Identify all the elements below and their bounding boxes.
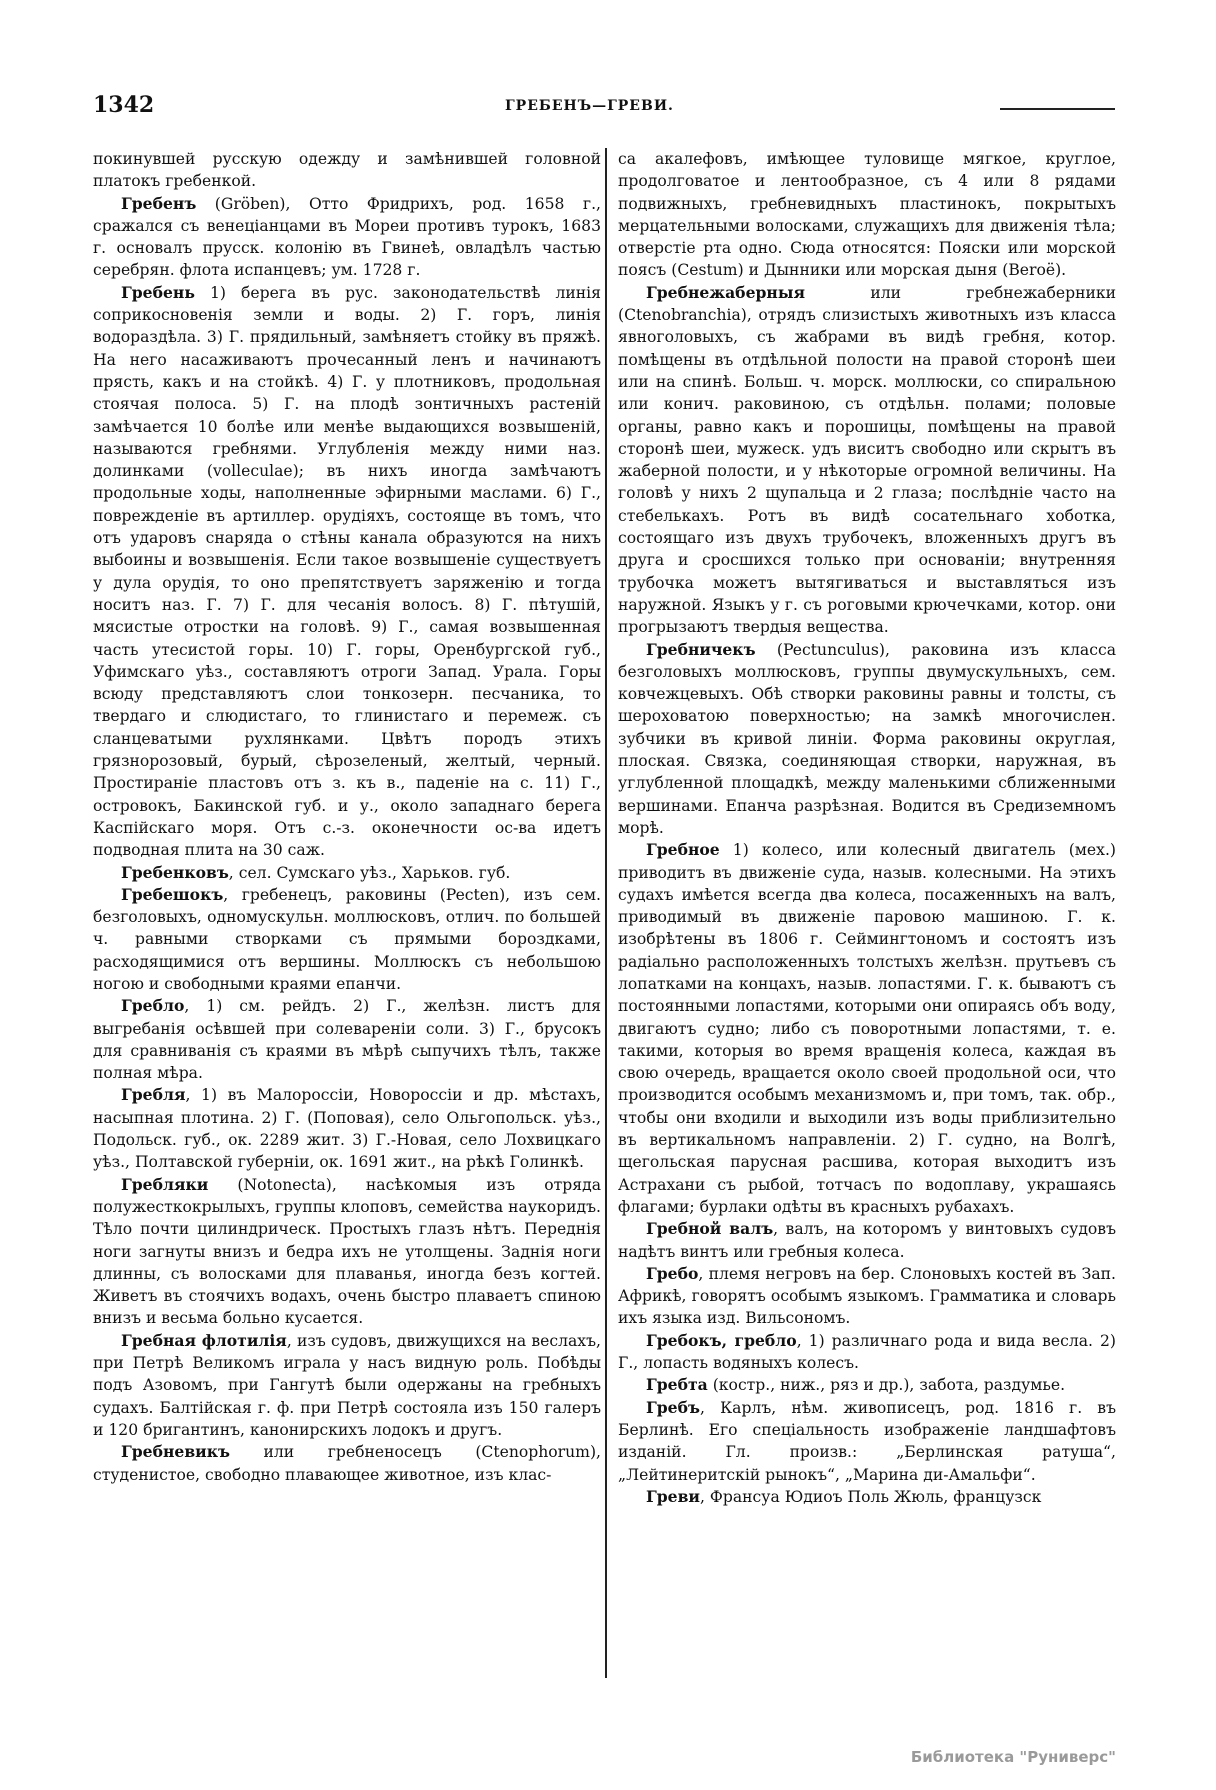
entry-text: , гребенецъ, раковины (Pecten), изъ сем. безголовыхъ, одномускульн. моллюсковъ, отлич. по большей ч. равными створками съ прямыми бороздками, расходящимися отъ вершины. Моллюскъ съ небольшою ногою и свободными краями епанчи. <box>93 885 601 993</box>
right-column <box>618 148 1116 1508</box>
entry-headword: Гребъ <box>646 1397 700 1417</box>
entry-headword: Гребной валъ <box>646 1219 774 1239</box>
dictionary-entry <box>618 1486 1116 1508</box>
entry-text: , Карлъ, нѣм. живописецъ, род. 1816 г. въ Берлинѣ. Его спеціальность изображеніе ландшафтовъ изданій. Гл. произв.: „Берлинская ратуша“, „Лейтинеритскій рынокъ“, „Марина ди-Амальфи“. <box>618 1398 1116 1484</box>
library-watermark: Библиотека "Руниверс" <box>910 1748 1116 1766</box>
entry-headword: Гребничекъ <box>646 639 756 659</box>
dictionary-entry <box>618 839 1116 1218</box>
dictionary-entry <box>618 148 1116 282</box>
column-divider <box>605 148 607 1678</box>
entry-text: , 1) въ Малороссіи, Новороссіи и др. мѣстахъ, насыпная плотина. 2) Г. (Поповая), село Ольгопольск. уѣз., Подольск. губ., ок. 2289 жит. 3) Г.-Новая, село Лохвицкаго уѣз., Полтавской губерніи, ок. 1691 жит., на рѣкѣ Голинкѣ. <box>93 1086 601 1172</box>
entry-text: , 1) различнаго рода и вида весла. 2) Г., лопасть водяныхъ колесъ. <box>618 1331 1116 1373</box>
entry-headword: Гребокъ, гребло <box>646 1330 797 1350</box>
entry-headword: Гребло <box>121 996 185 1016</box>
dictionary-entry <box>93 862 601 884</box>
dictionary-entry <box>93 282 601 862</box>
entry-text: (костр., ниж., ряз и др.), забота, раздумье. <box>707 1376 1066 1395</box>
entry-text: , племя негровъ на бер. Слоновыхъ костей въ Зап. Африкѣ, говорятъ особымъ языкомъ. Грамматика и словарь ихъ языка изд. Вильсономъ. <box>618 1264 1116 1328</box>
entry-text: , 1) см. рейдъ. 2) Г., желѣзн. листъ для выгребанія осѣвшей при солевареніи соли. 3) Г., брусокъ для сравниванія съ краями въ мѣрѣ сыпучихъ тѣлъ, также полная мѣра. <box>93 997 601 1083</box>
entry-headword: Гребное <box>646 840 720 860</box>
entry-text: покинувшей русскую одежду и замѣнившей головной платокъ гребенкой. <box>93 150 601 191</box>
entry-text: или гребненосецъ (Ctenophorum), студенистое, свободно плавающее животное, изъ клас- <box>93 1443 601 1484</box>
dictionary-entry <box>618 1218 1116 1263</box>
entry-headword: Гребо <box>646 1263 699 1283</box>
dictionary-entry <box>93 1174 601 1330</box>
entry-headword: Гребнежаберныя <box>646 282 805 302</box>
entry-headword: Греви <box>646 1486 700 1506</box>
entry-text: (Gröben), Отто Фридрихъ, род. 1658 г., сражался съ венеціанцами въ Мореи противъ турокъ, 1683 г. основалъ прусск. колонію въ Гвинеѣ, овладѣлъ частью серебрян. флота испанцевъ; ум. 1728 г. <box>93 194 601 280</box>
dictionary-entry <box>93 148 601 193</box>
dictionary-entry <box>93 1441 601 1486</box>
entry-text: (Pectunculus), раковина изъ класса безголовыхъ моллюсковъ, группы двумускульныхъ, сем. ковчежцевыхъ. Обѣ створки раковины равны и толсты, съ шероховатою поверхностью; на замкѣ многочислен. зубчики въ кривой линіи. Форма раковины округлая, плоская. Связка, соединяющая створки, наружная, въ углубленной площадкѣ, между маленькими сближенными вершинами. Епанча разрѣзная. Водится въ Средиземномъ морѣ. <box>618 640 1116 837</box>
dictionary-entry <box>618 1397 1116 1486</box>
entry-text: 1) берега въ рус. законодательствѣ линія соприкосновенія земли и воды. 2) Г. горъ, линія водораздѣла. 3) Г. прядильный, замѣняетъ стойку въ пряжѣ. На него насаживаютъ прочесанный ленъ и начинаютъ прясть, какъ и на стойкѣ. 4) Г. у плотниковъ, продольная стоячая полоса. 5) Г. на плодѣ зонтичныхъ растеній замѣчается 10 болѣе или менѣе выдающихся возвышеній, называются гребнями. Углубленія между ними наз. долинками (volleculae); въ нихъ иногда замѣчаютъ продольные ходы, наполненные эфирными маслами. 6) Г., поврежденіе въ артиллер. орудіяхъ, состояще въ томъ, что отъ ударовъ снаряда о стѣны канала образуются на нихъ выбоины и возвышенія. Если такое возвышеніе существуетъ у дула орудія, то оно препятствуетъ заряженію и тогда носитъ наз. Г. 7) Г. для чесанія волосъ. 8) Г. пѣтушій, мясистые отростки на головѣ. 9) Г., самая возвышенная часть утесистой горы. 10) Г. горы, Оренбургской губ., Уфимскаго уѣз., составляютъ отроги Запад. Урала. Горы всюду представляютъ слои тонкозерн. песчаника, то твердаго и слюдистаго, то глинистаго и перемеж. съ сланцеватыми рухлянками. Цвѣтъ породъ этихъ грязнорозовый, бурый, сѣрозеленый, желтый, черный. Простираніе пластовъ отъ з. къ в., паденіе на с. 11) Г., островокъ, Бакинской губ. и у., около западнаго берега Каспійскаго моря. Отъ с.-з. оконечности ос-ва идетъ подводная плита на 30 саж. <box>93 283 601 860</box>
dictionary-entry <box>618 1374 1116 1396</box>
entry-headword: Гребляки <box>121 1174 209 1194</box>
entry-text: (Notonecta), насѣкомыя изъ отряда полужесткокрылыхъ, группы клоповъ, семейства наукоридъ. Тѣло почти цилиндрическ. Простыхъ глазъ нѣтъ. Переднія ноги загнуты внизъ и бедра ихъ не утолщены. Заднія ноги длинны, съ волосками для плаванья, иногда безъ когтей. Живетъ въ стоячихъ водахъ, очень быстро плаваетъ спиною внизъ и весьма больно кусается. <box>93 1175 601 1328</box>
entry-text: , валъ, на которомъ у винтовыхъ судовъ надѣтъ винтъ или гребныя колеса. <box>618 1220 1117 1261</box>
dictionary-entry <box>618 1330 1116 1375</box>
dictionary-entry <box>93 995 601 1084</box>
dictionary-entry <box>618 282 1116 639</box>
dictionary-entry <box>93 193 601 282</box>
dictionary-entry <box>93 1084 601 1173</box>
entry-headword: Гребная флотилія <box>121 1330 287 1350</box>
entry-text: или гребнежаберники (Ctenobranchia), отрядъ слизистыхъ животныхъ изъ класса явноголовыхъ, съ жабрами въ видѣ гребня, котор. помѣщены въ отдѣльной полости на правой сторонѣ шеи или на спинѣ. Больш. ч. морск. моллюски, со спиральною или конич. раковиною, съ отдѣльн. полами; половые органы, равно какъ и порошицы, помѣщены на правой сторонѣ шеи, мужеск. удъ виситъ свободно или скрытъ въ жаберной полости, и у нѣкоторые огромной величины. На головѣ у нихъ 2 щупальца и 2 глаза; послѣдніе часто на стебелькахъ. Ротъ въ видѣ сосательнаго хоботка, состоящаго изъ двухъ трубочекъ, вложенныхъ другъ въ друга и сросшихся только при основаніи; внутренняя трубочка можетъ вытягиваться и выставляться изъ наружной. Языкъ у г. съ роговыми крючечками, котор. они прогрызаютъ твердыя вещества. <box>618 283 1116 637</box>
entry-headword: Гребень <box>121 282 195 302</box>
entry-text: са акалефовъ, имѣющее туловище мягкое, круглое, продолговатое и лентообразное, съ 4 или 8 рядами подвижныхъ, гребневидныхъ пластинокъ, покрытыхъ мерцательными волосками, служащихъ для движенія тѣла; отверстіе рта одно. Сюда относятся: Пояски или морской поясъ (Cestum) и Дынники или морская дыня (Beroë). <box>618 150 1116 280</box>
dictionary-entry <box>93 1330 601 1441</box>
entry-text: 1) колесо, или колесный двигатель (мех.) приводитъ въ движеніе суда, назыв. колесными. На этихъ судахъ имѣется всегда два колеса, посаженныхъ на валъ, приводимый въ движеніе паровою машиною. Г. к. изобрѣтены въ 1806 г. Сеймингтономъ и состоятъ изъ радіально расположенныхъ толстыхъ желѣзн. прутьевъ съ лопатками на концахъ, назыв. лопастями. Г. к. бываютъ съ постоянными лопастями, которыми они опираясь объ воду, двигаютъ судно; либо съ поворотными лопастями, т. е. такими, которыя во время вращенія колеса, каждая въ свою очередь, вращается около своей продольной оси, что производится особымъ механизмомъ и, при томъ, так. обр., чтобы они входили и выходили изъ воды приблизительно въ вертикальномъ направленіи. 2) Г. судно, на Волгѣ, щегольская парусная расшива, которая выходитъ изъ Астрахани съ рыбой, тотчасъ по водоплаву, украшаясь флагами; бурлаки одѣты въ красныхъ рубахахъ. <box>618 841 1116 1216</box>
dictionary-entry <box>93 884 601 995</box>
page-number: 1342 <box>93 92 155 118</box>
header-rule <box>1000 108 1115 110</box>
entry-text: , сел. Сумскаго уѣз., Харьков. губ. <box>228 863 511 882</box>
entry-text: , изъ судовъ, движущихся на веслахъ, при Петрѣ Великомъ играла у насъ видную роль. Побѣды подъ Азовомъ, при Гангутѣ были одержаны на гребныхъ судахъ. Балтійская г. ф. при Петрѣ состояла изъ 150 галеръ и 120 бригантинъ, канонирскихъ лодокъ и другъ. <box>93 1331 601 1439</box>
entry-text: , Франсуа Юдиоъ Поль Жюль, французск <box>700 1487 1042 1506</box>
running-title: ГРЕБЕНЪ—ГРЕВИ. <box>505 98 674 114</box>
left-column <box>93 148 601 1486</box>
entry-headword: Гребневикъ <box>121 1442 230 1462</box>
entry-headword: Гребта <box>646 1375 708 1395</box>
entry-headword: Гребля <box>121 1085 186 1105</box>
entry-headword: Гребенковъ <box>121 862 229 882</box>
entry-headword: Гребешокъ <box>121 884 224 904</box>
entry-headword: Гребенъ <box>121 193 197 213</box>
dictionary-entry <box>618 1263 1116 1330</box>
dictionary-entry <box>618 639 1116 840</box>
